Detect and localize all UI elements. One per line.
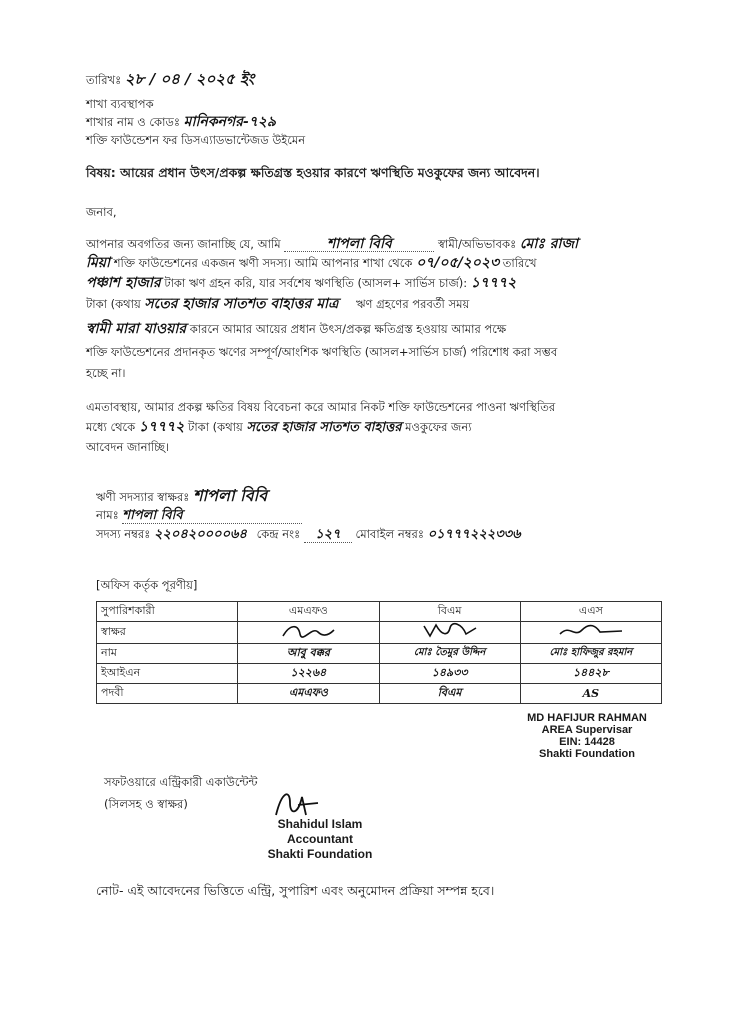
date-line xyxy=(86,72,254,87)
para1-line7: হচ্ছে না। xyxy=(86,366,126,380)
para1-text-5: টাকা ঋণ গ্রহন করি, যার সর্বশেষ ঋণস্থিতি (আসল+ সার্ভিস চার্জ): xyxy=(164,276,468,290)
table-row xyxy=(97,622,662,644)
para2-line3: আবেদন জানাচ্ছি। xyxy=(86,440,170,454)
accountant-stamp xyxy=(255,817,385,862)
as-designation: AS xyxy=(520,684,661,704)
note-line: নোট- এই আবেদনের ভিত্তিতে এন্ট্রি, সুপারিশ এবং অনুমোদন প্রক্রিয়া সম্পন্ন হবে। xyxy=(96,883,495,898)
guardian-name-2: মিয়া xyxy=(86,255,111,271)
row-label: নাম xyxy=(97,644,238,664)
signature-bm xyxy=(379,622,520,644)
member-sign-label: ঋণী সদস্যার স্বাক্ষরঃ xyxy=(96,490,190,504)
office-caption: [অফিস কর্তৃক পূরণীয়] xyxy=(96,578,198,592)
para2-text-2: মধ্যে থেকে xyxy=(86,420,136,434)
para1-text-2: স্বামী/অভিভাবকঃ xyxy=(438,237,517,251)
para1-line4 xyxy=(86,297,469,311)
para1-text-1: আপনার অবগতির জন্য জানাচ্ছি যে, আমি xyxy=(86,237,281,251)
para1-text-8: কারনে আমার আয়ের প্রধান উৎস/প্রকল্প ক্ষতিগ্রস্ত হওয়ায় আমার পক্ষে xyxy=(189,322,507,336)
para1-line3 xyxy=(86,276,516,290)
signature-mfo xyxy=(238,622,379,644)
para1-line1 xyxy=(86,237,578,252)
para1-text-7: ঋণ গ্রহণের পরবর্তী সময় xyxy=(356,297,470,311)
table-row xyxy=(97,664,662,684)
para2-line2 xyxy=(86,420,472,435)
member-no-label: সদস্য নম্বরঃ xyxy=(96,527,151,541)
branch-line xyxy=(86,115,276,129)
table-row xyxy=(97,684,662,704)
accountant-name: Shahidul Islam xyxy=(277,817,363,831)
para1-text-6: টাকা (কথায় xyxy=(86,297,141,311)
member-name-line xyxy=(96,508,302,524)
center-number: ১২৭ xyxy=(315,527,341,542)
software-entry-label: সফটওয়ারে এন্ট্রিকারী একাউন্টেন্ট xyxy=(104,775,258,789)
office-header-cell: বিএম xyxy=(379,602,520,622)
office-header-cell: এএস xyxy=(520,602,661,622)
waiver-amount: ১৭৭৭২ xyxy=(138,419,185,435)
damage-reason: স্বামী মারা যাওয়ার xyxy=(86,321,187,337)
accountant-designation: Accountant xyxy=(287,832,353,846)
bm-designation: বিএম xyxy=(379,684,520,704)
table-row xyxy=(97,644,662,664)
member-signature: শাপলা বিবি xyxy=(193,486,268,505)
waiver-amount-words: সতের হাজার সাতশত বাহাত্তর xyxy=(246,420,402,435)
loan-date: ০৭/০৫/২০২৩ xyxy=(416,255,500,271)
signature-as xyxy=(520,622,661,644)
subject-line: বিষয়: আয়ের প্রধান উৎস/প্রকল্প ক্ষতিগ্রস্ত হওয়ার কারণে ঋণস্থিতি মওকুফের জন্য আবেদন। xyxy=(86,165,540,180)
center-label: কেন্দ্র নংঃ xyxy=(256,527,301,541)
date-label: তারিখঃ xyxy=(86,73,122,87)
office-table xyxy=(96,601,662,704)
para2-line1: এমতাবস্থায়, আমার প্রকল্প ক্ষতির বিষয় বিবেচনা করে আমার নিকট শক্তি ফাউন্ডেশনের পাওনা ঋণস্থিতির xyxy=(86,400,556,414)
member-sign-line xyxy=(96,486,268,505)
mfo-designation: এমএফও xyxy=(238,684,379,704)
stamp-name: MD HAFIJUR RAHMAN xyxy=(527,712,647,724)
stamp-org: Shakti Foundation xyxy=(539,748,635,760)
loan-amount-words: পঞ্চাশ হাজার xyxy=(86,275,161,291)
member-number: ২২০৪২০০০০৬৪ xyxy=(153,527,247,542)
as-ein: ১৪৪২৮ xyxy=(520,664,661,684)
mfo-name: আবু বক্কর xyxy=(238,644,379,664)
stamp-designation: AREA Supervisar xyxy=(541,724,633,736)
accountant-org: Shakti Foundation xyxy=(267,847,373,861)
office-header-cell: সুপারিশকারী xyxy=(97,602,238,622)
para1-line6: শক্তি ফাউন্ডেশনের প্রদানকৃত ঋণের সম্পূর্ণ/আংশিক ঋণস্থিতি (আসল+সার্ভিস চার্জ) পরিশোধ করা সম্ভব xyxy=(86,345,558,359)
member-name-label: নামঃ xyxy=(96,508,119,522)
org-line: শক্তি ফাউন্ডেশন ফর ডিসএ্যাডভান্টেজড উইমেন xyxy=(86,133,306,147)
to-line: শাখা ব্যবস্থাপক xyxy=(86,97,154,111)
row-label: পদবী xyxy=(97,684,238,704)
para1-text-3: শক্তি ফাউন্ডেশনের একজন ঋণী সদস্য। আমি আপনার শাখা থেকে xyxy=(113,256,413,270)
member-name: শাপলা বিবি xyxy=(122,508,183,523)
balance-words: সতের হাজার সাতশত বাহাত্তর মাত্র xyxy=(144,296,339,312)
branch-value: মানিকনগর-৭২৯ xyxy=(183,114,276,130)
salutation: জনাব, xyxy=(86,205,117,219)
para1-text-4: তারিখে xyxy=(502,256,537,270)
stamp-ein: EIN: 14428 xyxy=(559,736,615,748)
applicant-name: শাপলা বিবি xyxy=(326,236,392,252)
para1-line2 xyxy=(86,256,537,270)
row-label: স্বাক্ষর xyxy=(97,622,238,644)
mobile-number: ০১৭৭৭২২২৩৩৬ xyxy=(427,527,521,542)
software-entry-sub: (সিলসহ ও স্বাক্ষর) xyxy=(104,797,188,811)
member-number-line xyxy=(96,527,521,543)
bm-name: মোঃ তৈমুর উদ্দিন xyxy=(379,644,520,664)
mobile-label: মোবাইল নম্বরঃ xyxy=(355,527,424,541)
branch-label: শাখার নাম ও কোডঃ xyxy=(86,115,181,129)
area-supervisor-stamp xyxy=(512,712,662,760)
para2-text-3: টাকা (কথায় xyxy=(188,420,243,434)
guardian-name: মোঃ রাজা xyxy=(519,236,579,252)
para1-line5 xyxy=(86,322,506,336)
office-header-row xyxy=(97,602,662,622)
office-header-cell: এমএফও xyxy=(238,602,379,622)
mfo-ein: ১২২৬৪ xyxy=(238,664,379,684)
date-value: ২৮ / ০৪ / ২০২৫ ইং xyxy=(124,70,255,88)
para2-text-4: মওকুফের জন্য xyxy=(405,420,472,434)
bm-ein: ১৪৯৩৩ xyxy=(379,664,520,684)
as-name: মোঃ হাফিজুর রহমান xyxy=(520,644,661,664)
loan-balance: ১৭৭৭২ xyxy=(470,275,517,291)
row-label: ইআইএন xyxy=(97,664,238,684)
